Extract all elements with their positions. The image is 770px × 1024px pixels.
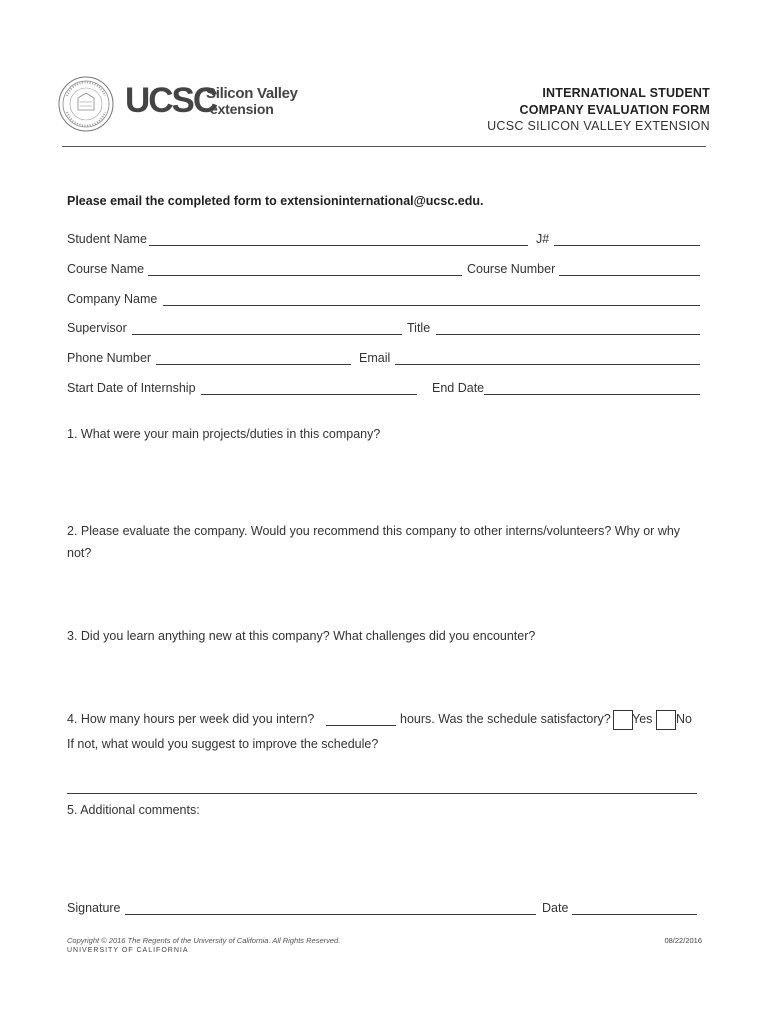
logo-silicon-valley-text: Silicon Valley: [206, 85, 298, 102]
question-1-answer-area[interactable]: [67, 447, 700, 507]
schedule-suggestion-field[interactable]: [67, 793, 697, 794]
signature-label: Signature: [67, 901, 121, 915]
course-number-label: Course Number: [467, 262, 556, 276]
schedule-no-checkbox[interactable]: [656, 710, 676, 730]
form-revision-date: 08/22/2016: [664, 936, 702, 945]
question-2-line1: 2. Please evaluate the company. Would you recommend this company to other interns/volunteers? Why or why: [67, 524, 681, 538]
title-label: Title: [407, 321, 431, 335]
question-3-answer-area[interactable]: [67, 650, 700, 705]
supervisor-label: Supervisor: [67, 321, 127, 335]
form-subtitle: UCSC SILICON VALLEY EXTENSION: [487, 119, 710, 133]
company-name-label: Company Name: [67, 292, 158, 306]
question-4-line2: If not, what would you suggest to improve the schedule?: [67, 737, 379, 751]
signature-field[interactable]: [125, 914, 536, 915]
university-seal: [58, 76, 114, 132]
email-label: Email: [359, 351, 391, 365]
university-name: UNIVERSITY OF CALIFORNIA: [67, 947, 189, 954]
student-name-label: Student Name: [67, 232, 147, 246]
j-number-label: J#: [536, 232, 550, 246]
question-4-part1: 4. How many hours per week did you intern?: [67, 712, 315, 726]
question-2-answer-area[interactable]: [67, 566, 700, 624]
title-field[interactable]: [436, 334, 700, 335]
logo-ucsc-text: UCSC: [125, 81, 217, 120]
j-number-field[interactable]: [554, 245, 700, 246]
additional-comments-area[interactable]: [67, 824, 700, 894]
logo-extension-text: extension: [210, 101, 274, 117]
schedule-yes-label: Yes: [632, 712, 653, 726]
schedule-yes-checkbox[interactable]: [613, 710, 633, 730]
form-title-line2: COMPANY EVALUATION FORM: [519, 103, 710, 117]
email-field[interactable]: [395, 364, 700, 365]
header-divider: [62, 146, 706, 147]
course-name-label: Course Name: [67, 262, 145, 276]
question-1: 1. What were your main projects/duties in this company?: [67, 427, 381, 441]
form-title-line1: INTERNATIONAL STUDENT: [542, 86, 710, 100]
copyright-notice: Copyright © 2016 The Regents of the University of California. All Rights Reserved.: [67, 936, 341, 945]
seal-icon: [58, 76, 114, 132]
company-name-field[interactable]: [163, 305, 700, 306]
start-date-field[interactable]: [201, 394, 417, 395]
question-2-line2: not?: [67, 546, 92, 560]
student-name-field[interactable]: [149, 245, 528, 246]
question-5: 5. Additional comments:: [67, 803, 200, 817]
email-instructions: Please email the completed form to extensioninternational@ucsc.edu.: [67, 194, 484, 208]
signature-date-field[interactable]: [572, 914, 697, 915]
supervisor-field[interactable]: [132, 334, 402, 335]
phone-number-field[interactable]: [156, 364, 351, 365]
end-date-field[interactable]: [484, 394, 700, 395]
question-4-part2: hours. Was the schedule satisfactory?: [400, 712, 611, 726]
course-number-field[interactable]: [559, 275, 700, 276]
hours-per-week-field[interactable]: [326, 725, 396, 726]
course-name-field[interactable]: [148, 275, 462, 276]
start-date-label: Start Date of Internship: [67, 381, 196, 395]
end-date-label: End Date: [432, 381, 485, 395]
phone-number-label: Phone Number: [67, 351, 152, 365]
signature-date-label: Date: [542, 901, 569, 915]
schedule-no-label: No: [676, 712, 692, 726]
question-3: 3. Did you learn anything new at this company? What challenges did you encounter?: [67, 629, 536, 643]
